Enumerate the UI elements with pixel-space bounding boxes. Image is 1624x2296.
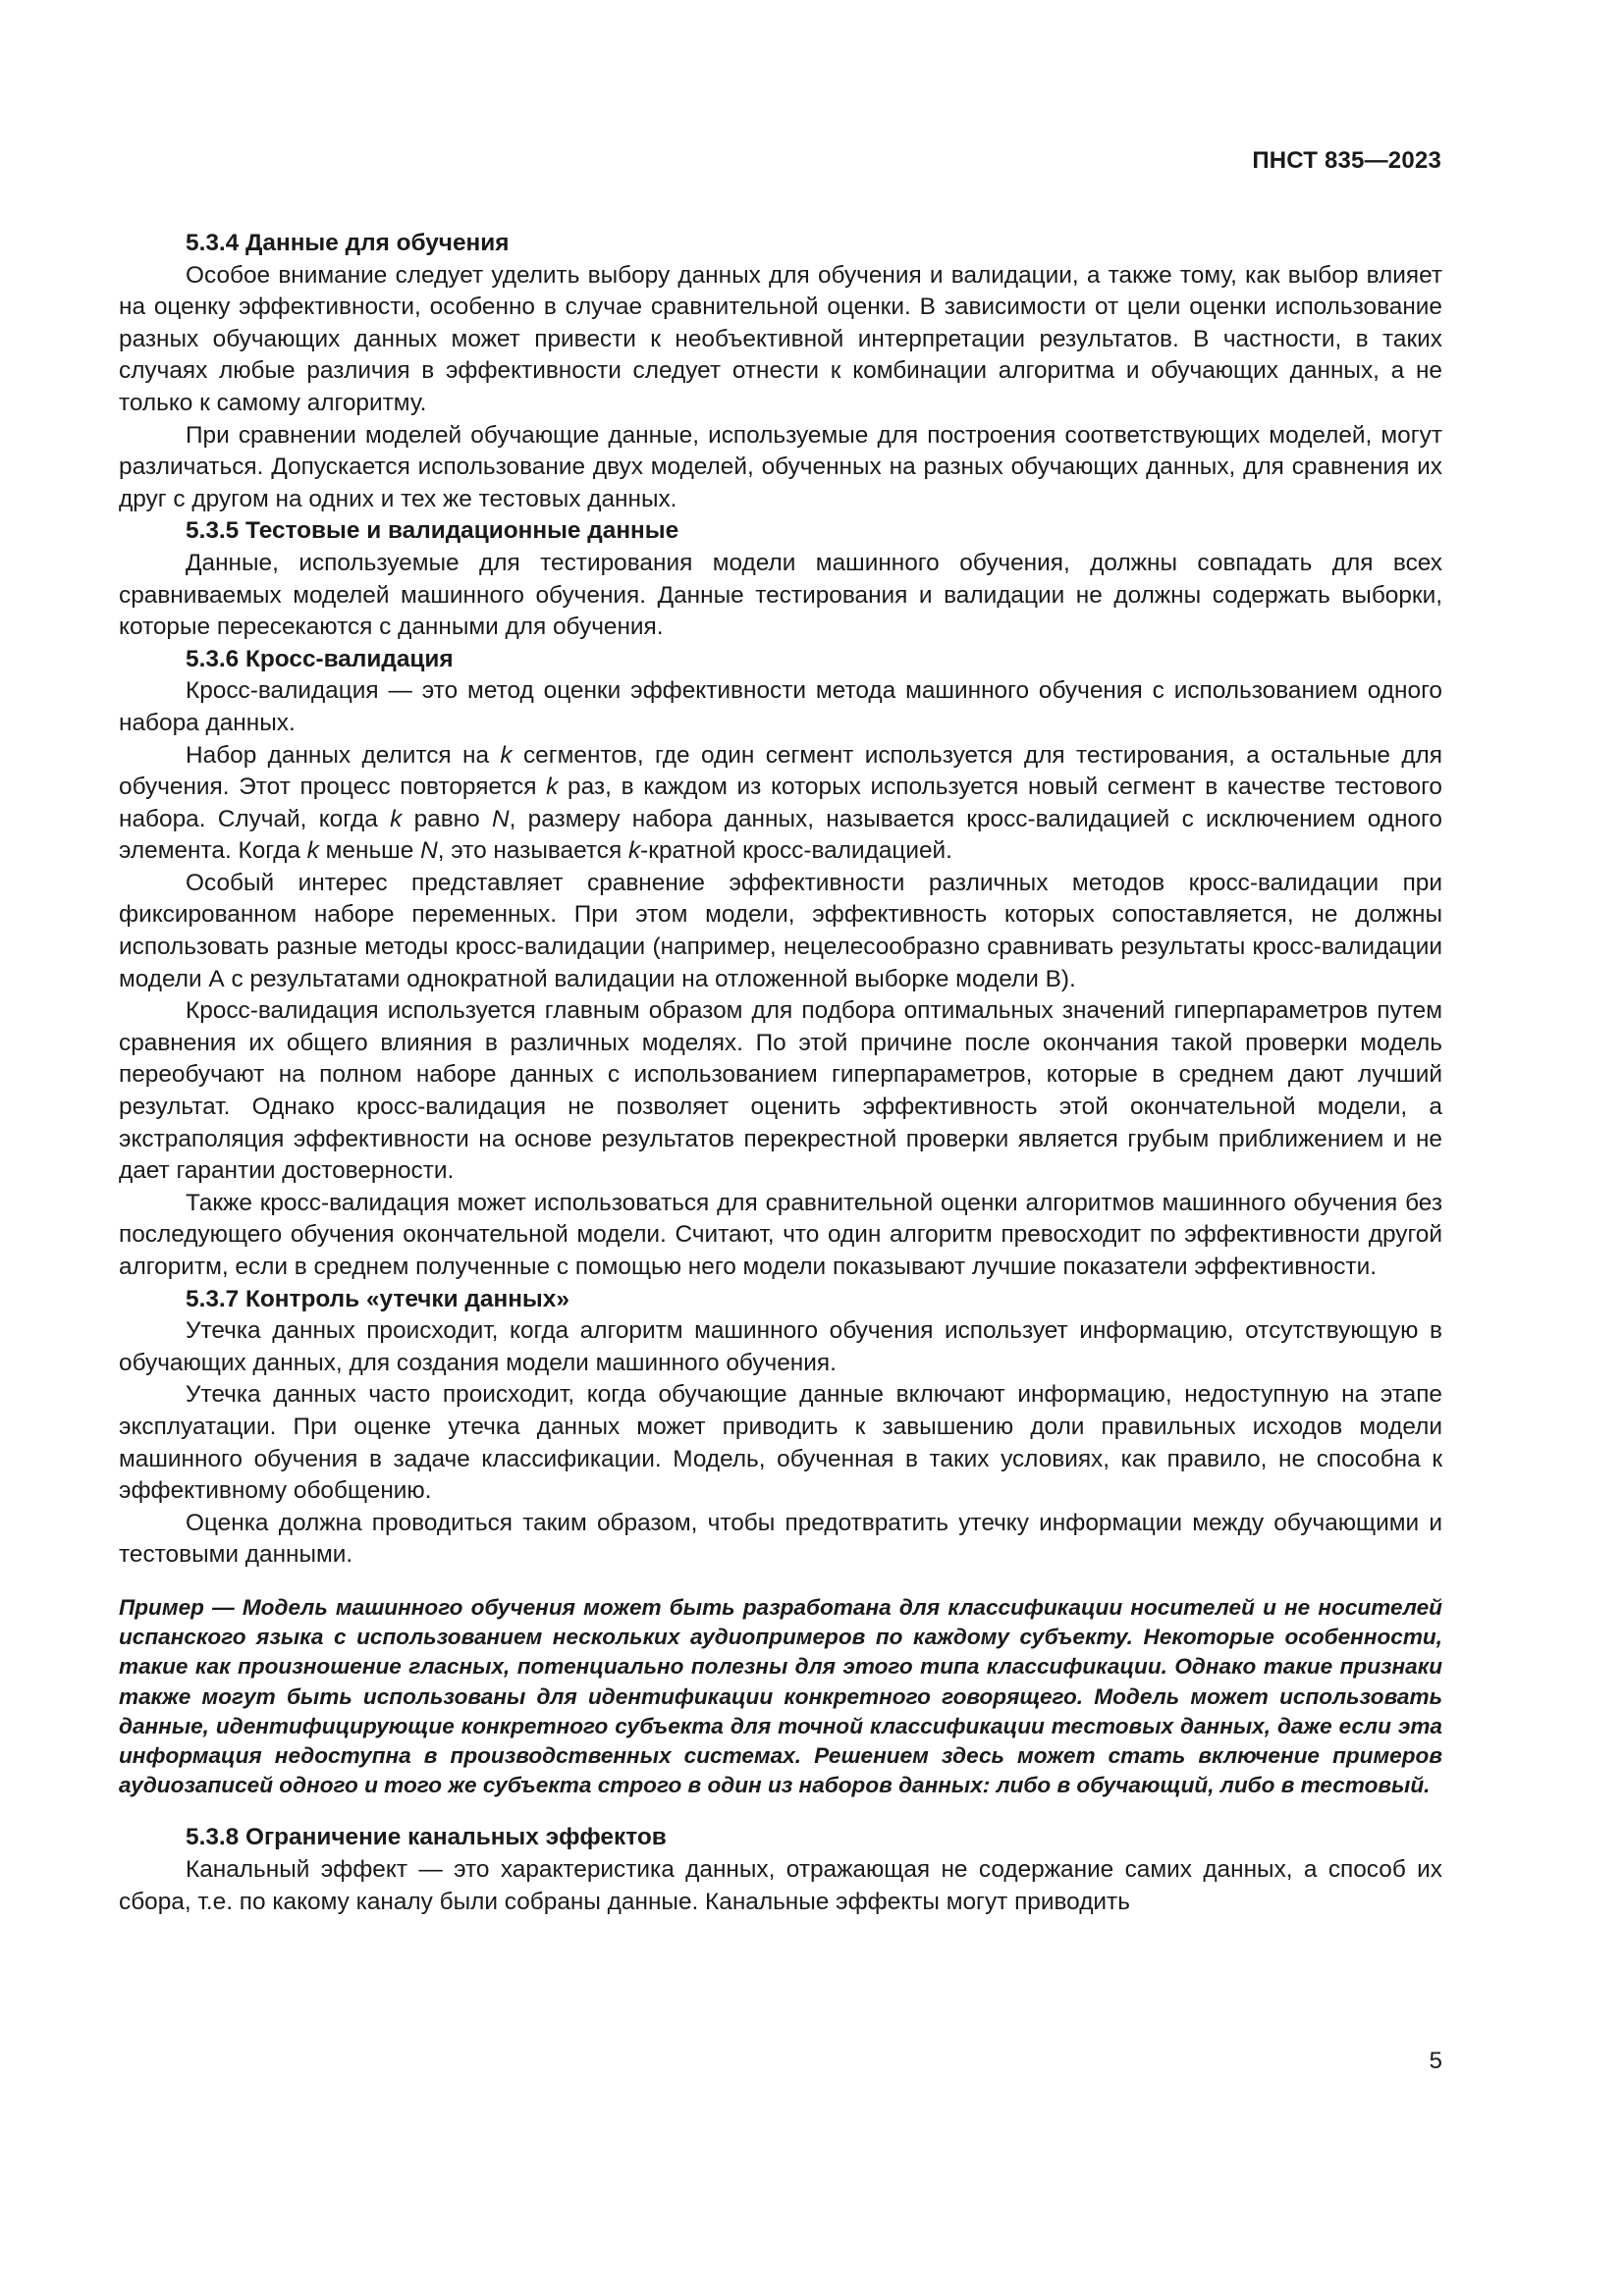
variable-k: k <box>627 837 641 865</box>
example-note: Пример — Модель машинного обучения может быть разработана для классификации носителей и не носителей испанского языка с использованием нескольких аудиопримеров по каждому субъекту. Некоторые особенности, такие как произношение гласных, потенциально полезны для этого типа классификации. Однако такие признаки также могут быть использованы для идентификации конкретного говорящего. Модель может использовать данные, идентифицирующие конкретного субъекта для точной классификации тестовых данных, даже если эта информация недоступна в производственных системах. Решением здесь может стать включение примеров аудиозаписей одного и того же субъекта строго в один из наборов данных: либо в обучающий, либо в тестовый. <box>119 1594 1442 1798</box>
text-run: Набор данных делится на <box>186 741 501 769</box>
paragraph-k-segments <box>119 740 1442 868</box>
variable-k: k <box>500 741 513 769</box>
text-run: равно <box>402 805 492 832</box>
paragraph: Особое внимание следует уделить выбору данных для обучения и валидации, а также тому, как выбор влияет на оценку эффективности, особенно в случае сравнительной оценки. В зависимости от цели оценки использование разных обучающих данных может привести к необъективной интерпретации результатов. В частности, в таких случаях любые различия в эффективности следует отнести к комбинации алгоритма и обучающих данных, а не только к самому алгоритму. <box>119 261 1442 416</box>
variable-k: k <box>546 774 559 801</box>
page-number: 5 <box>1429 2048 1442 2074</box>
text-run: , это называется <box>437 837 628 865</box>
text-run: сегментов, где один сегмент используется для тестирования, а остальные для обучения. Этот процесс повторяется <box>119 741 1442 801</box>
section-heading-5-3-7: 5.3.7 Контроль «утечки данных» <box>186 1285 569 1312</box>
paragraph: Канальный эффект — это характеристика данных, отражающая не содержание самих данных, а способ их сбора, т.е. по какому каналу были собраны данные. Канальные эффекты могут приводить <box>119 1855 1442 1915</box>
section-heading-5-3-5: 5.3.5 Тестовые и валидационные данные <box>186 517 679 545</box>
text-run: раз, в каждом из которых используется новый сегмент в качестве тестового набора. Случай, когда <box>119 774 1442 832</box>
paragraph: Особый интерес представляет сравнение эффективности различных методов кросс-валидации при фиксированном наборе переменных. При этом модели, эффективность которых сопоставляется, не должны использовать разные методы кросс-валидации (например, нецелесообразно сравнивать результаты кросс-валидации модели А с результатами однократной валидации на отложенной выборке модели В). <box>119 869 1442 992</box>
paragraph: Кросс-валидация — это метод оценки эффективности метода машинного обучения с использованием одного набора данных. <box>119 677 1442 736</box>
text-run: меньше <box>318 837 421 865</box>
section-heading-5-3-6: 5.3.6 Кросс-валидация <box>186 645 454 672</box>
page-content <box>119 228 1442 1918</box>
document-code: ПНСТ 835—2023 <box>1252 147 1441 174</box>
section-heading-5-3-4: 5.3.4 Данные для обучения <box>186 230 510 256</box>
variable-n: N <box>491 805 510 832</box>
paragraph: Оценка должна проводиться таким образом, чтобы предотвратить утечку информации между обучающими и тестовыми данными. <box>119 1509 1442 1569</box>
variable-n: N <box>420 837 438 865</box>
text-run: , размеру набора данных, называется кросс-валидацией с исключением одного элемента. Когда <box>119 805 1442 865</box>
variable-k: k <box>306 837 319 865</box>
paragraph: Кросс-валидация используется главным образом для подбора оптимальных значений гиперпараметров путем сравнения их общего влияния в различных моделях. По этой причине после окончания такой проверки модель переобучают на полном наборе данных с использованием гиперпараметров, которые в среднем дают лучший результат. Однако кросс-валидация не позволяет оценить эффективность этой окончательной модели, а экстраполяция эффективности на основе результатов перекрестной проверки является грубым приближением и не дает гарантии достоверности. <box>119 997 1442 1185</box>
paragraph: Также кросс-валидация может использоваться для сравнительной оценки алгоритмов машинного обучения без последующего обучения окончательной модели. Считают, что один алгоритм превосходит по эффективности другой алгоритм, если в среднем полученные с помощью него модели показывают лучшие показатели эффективности. <box>119 1189 1442 1280</box>
section-heading-5-3-8: 5.3.8 Ограничение канальных эффектов <box>186 1824 667 1851</box>
paragraph: Утечка данных происходит, когда алгоритм машинного обучения использует информацию, отсутствующую в обучающих данных, для создания модели машинного обучения. <box>119 1317 1442 1376</box>
text-run: -кратной кросс-валидацией. <box>640 837 952 865</box>
paragraph: При сравнении моделей обучающие данные, используемые для построения соответствующих моделей, могут различаться. Допускается использование двух моделей, обученных на разных обучающих данных, для сравнения их друг с другом на одних и тех же тестовых данных. <box>119 421 1442 512</box>
paragraph: Данные, используемые для тестирования модели машинного обучения, должны совпадать для всех сравниваемых моделей машинного обучения. Данные тестирования и валидации не должны содержать выборки, которые пересекаются с данными для обучения. <box>119 549 1442 641</box>
variable-k: k <box>390 805 403 832</box>
paragraph: Утечка данных часто происходит, когда обучающие данные включают информацию, недоступную на этапе эксплуатации. При оценке утечка данных может приводить к завышению доли правильных исходов модели машинного обучения в задаче классификации. Модель, обученная в таких условиях, как правило, не способна к эффективному обобщению. <box>119 1381 1442 1505</box>
